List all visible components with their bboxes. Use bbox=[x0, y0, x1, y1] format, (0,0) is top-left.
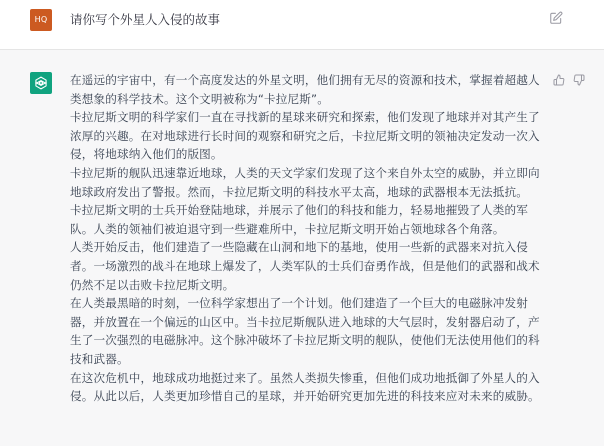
user-avatar: HQ bbox=[30, 9, 52, 31]
assistant-answer bbox=[70, 71, 546, 406]
answer-paragraph: 在遥远的宇宙中，有一个高度发达的外星文明，他们拥有无尽的资源和技术，掌握着超越人类想象的科学技术。这个文明被称为“卡拉尼斯”。 bbox=[70, 73, 540, 106]
answer-paragraph: 卡拉尼斯的舰队迅速靠近地球，人类的天文学家们发现了这个来自外太空的威胁，并立即向地球政府发出了警报。然而，卡拉尼斯文明的科技水平太高，地球的武器根本无法抵抗。 bbox=[70, 165, 540, 199]
answer-paragraph: 在人类最黑暗的时刻，一位科学家想出了一个计划。他们建造了一个巨大的电磁脉冲发射器，并放置在一个偏远的山区中。当卡拉尼斯舰队进入地球的大气层时，发射器启动了，产生了一次强烈的电磁脉冲。这个脉冲破坏了卡拉尼斯文明的舰队，使他们无法使用他们的科技和武器。 bbox=[70, 296, 540, 366]
answer-paragraph: 卡拉尼斯文明的士兵开始登陆地球，并展示了他们的科技和能力，轻易地摧毁了人类的军队。人类的领袖们被迫退守到一些避难所中，卡拉尼斯文明开始占领地球各个角落。 bbox=[70, 203, 529, 236]
user-message-row bbox=[0, 0, 604, 50]
assistant-message-row bbox=[0, 50, 604, 446]
answer-paragraph: 卡拉尼斯文明的科学家们一直在寻找新的星球来研究和探索，他们发现了地球并对其产生了浓厚的兴趣。在对地球进行长时间的观察和研究之后，卡拉尼斯文明的领袖决定发动一次入侵，将地球纳入他们的版图。 bbox=[70, 110, 540, 162]
thumbs-up-icon[interactable] bbox=[553, 74, 565, 86]
user-message-text: 请你写个外星人入侵的故事 bbox=[70, 12, 221, 27]
thumbs-down-icon[interactable] bbox=[573, 74, 585, 86]
answer-paragraph: 人类开始反击，他们建造了一些隐藏在山洞和地下的基地，使用一些新的武器来对抗入侵者。一场激烈的战斗在地球上爆发了，人类军队的士兵们奋勇作战，但是他们的武器和战术仍然不足以击败卡拉尼斯文明。 bbox=[70, 240, 540, 292]
openai-logo-icon bbox=[33, 75, 49, 91]
answer-paragraph: 在这次危机中，地球成功地挺过来了。虽然人类损失惨重，但他们成功地抵御了外星人的入侵。从此以后，人类更加珍惜自己的星球，并开始研究更加先进的科技来应对未来的威胁。 bbox=[70, 370, 540, 404]
edit-icon[interactable] bbox=[549, 11, 563, 25]
assistant-avatar bbox=[30, 72, 52, 94]
